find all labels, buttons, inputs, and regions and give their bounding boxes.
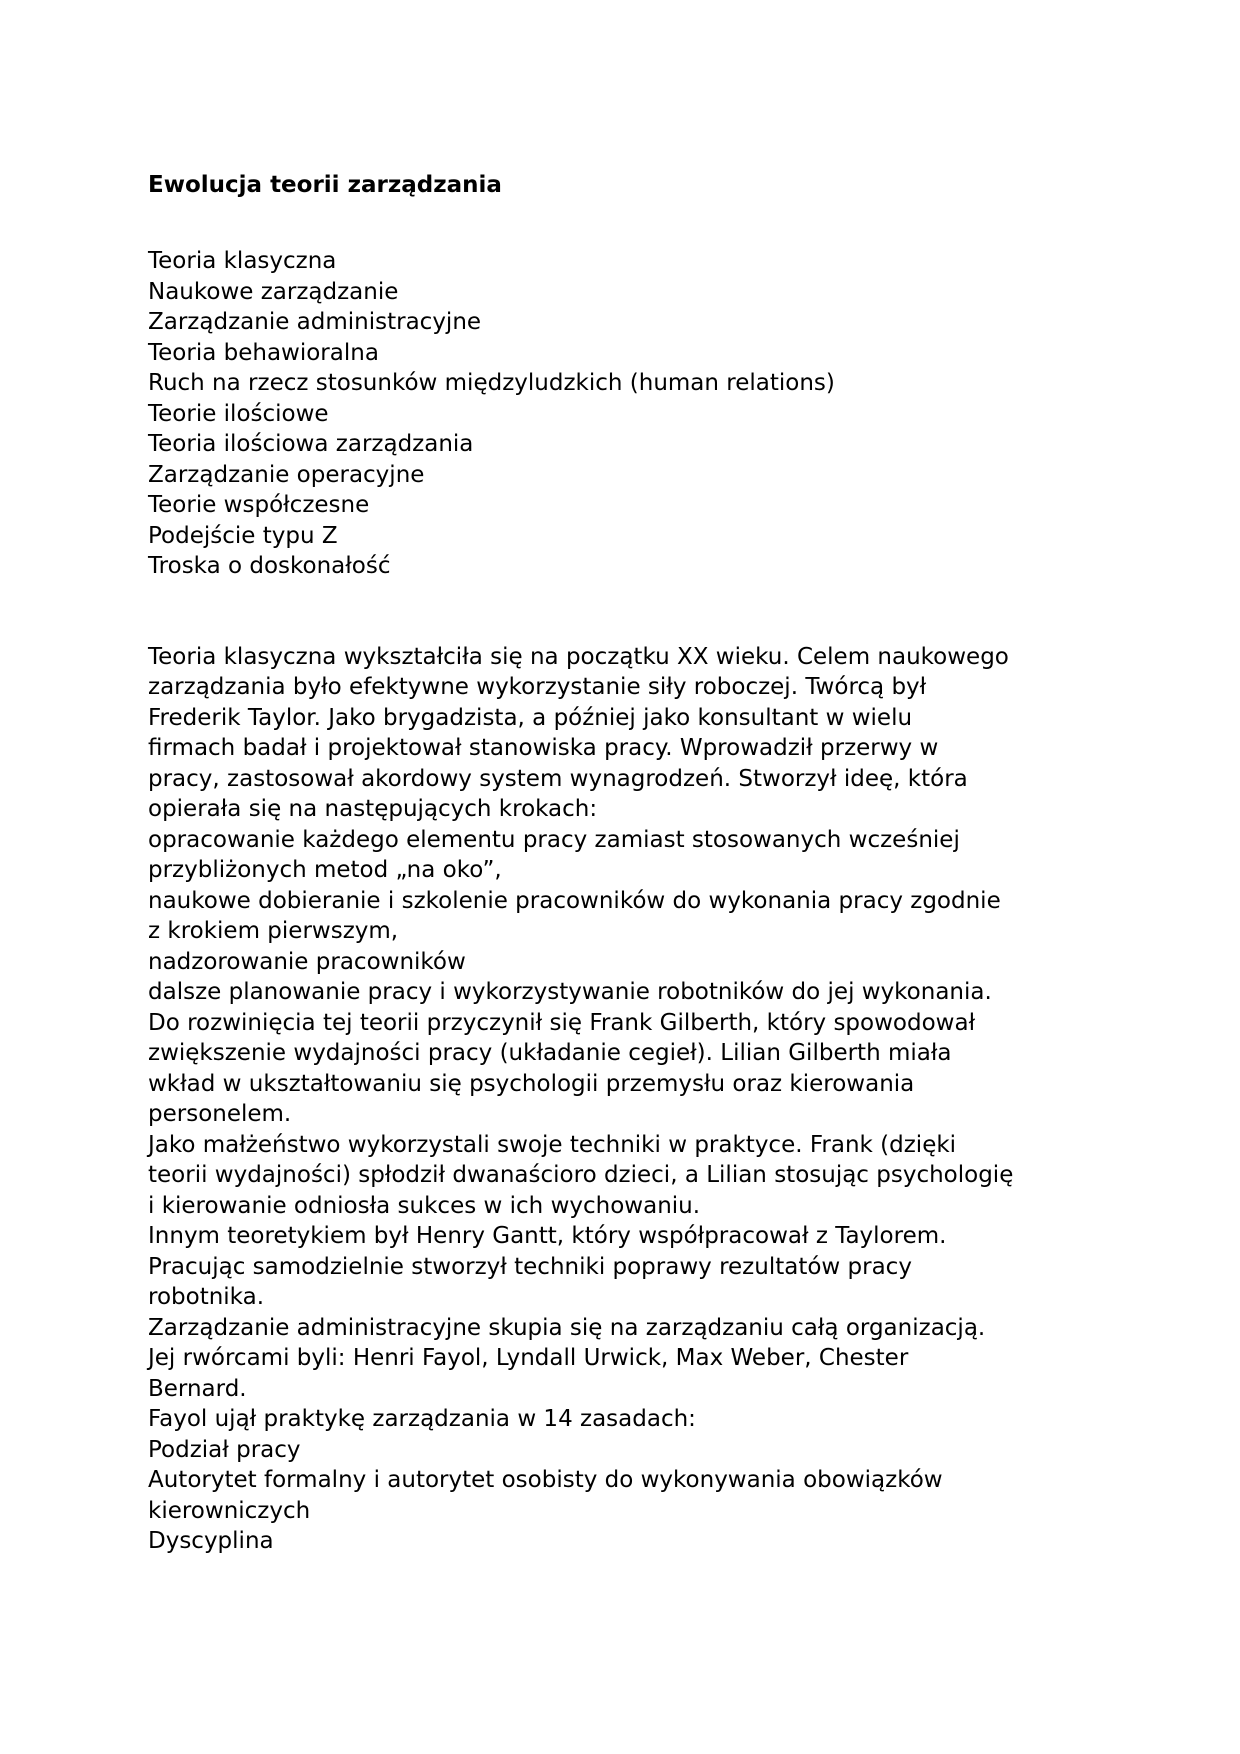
outline-item: Zarządzanie administracyjne [148, 309, 482, 335]
body-line: Pracując samodzielnie stworzył techniki poprawy rezultatów pracy [148, 1253, 912, 1280]
body-line: Do rozwinięcia tej teorii przyczynił się Frank Gilberth, który spowodował [148, 1009, 976, 1036]
outline-item: Podejście typu Z [148, 522, 338, 549]
document-title: Ewolucja teorii zarządzania [148, 172, 502, 198]
outline-item: Zarządzanie operacyjne [148, 461, 425, 488]
body-line: dalsze planowanie pracy i wykorzystywanie robotników do jej wykonania. [148, 979, 992, 1005]
outline-item: Teorie współczesne [148, 492, 370, 518]
body-line: robotnika. [148, 1284, 264, 1310]
outline-item: Teoria behawioralna [148, 339, 379, 366]
body-line: firmach badał i projektował stanowiska pracy. Wprowadził przerwy w [148, 735, 939, 761]
body-line: wkład w ukształtowaniu się psychologii przemysłu oraz kierowania [148, 1070, 915, 1097]
body-line: Fayol ujął praktykę zarządzania w 14 zasadach: [148, 1406, 696, 1432]
body-line: pracy, zastosował akordowy system wynagrodzeń. Stworzył ideę, która [148, 765, 968, 792]
outline-item: Naukowe zarządzanie [148, 278, 399, 305]
body-line: Podział pracy [148, 1436, 301, 1463]
document-page [148, 170, 1108, 1557]
body-line: Autorytet formalny i autorytet osobisty do wykonywania obowiązków [148, 1467, 943, 1493]
body-line: naukowe dobieranie i szkolenie pracowników do wykonania pracy zgodnie [148, 887, 1001, 914]
outline-item: Teorie ilościowe [148, 400, 329, 427]
body-line: zwiększenie wydajności pracy (układanie cegieł). Lilian Gilberth miała [148, 1040, 952, 1066]
body-line: Zarządzanie administracyjne skupia się na zarządzaniu całą organizacją. [148, 1314, 986, 1341]
body-line: przybliżonych metod „na oko”, [148, 857, 502, 883]
body-line: z krokiem pierwszym, [148, 918, 399, 944]
body-line: opierała się na następujących krokach: [148, 796, 598, 822]
body-line: Innym teoretykiem był Henry Gantt, który współpracował z Taylorem. [148, 1223, 947, 1249]
body-line: opracowanie każdego elementu pracy zamiast stosowanych wcześniej [148, 826, 960, 853]
body-line: personelem. [148, 1101, 292, 1127]
outline-item: Troska o doskonałość [148, 553, 391, 579]
body-line: nadzorowanie pracowników [148, 948, 466, 975]
body-line: teorii wydajności) spłodził dwanaścioro dzieci, a Lilian stosując psychologię [148, 1162, 1014, 1188]
body-line: Jako małżeństwo wykorzystali swoje techniki w praktyce. Frank (dzięki [148, 1131, 957, 1158]
outline-item: Ruch na rzecz stosunków międzyludzkich (human relations) [148, 370, 835, 396]
body-line: zarządzania było efektywne wykorzystanie siły roboczej. Twórcą był [148, 674, 927, 700]
body-line: kierowniczych [148, 1497, 311, 1524]
outline-list [148, 246, 1108, 582]
body-line: Bernard. [148, 1375, 247, 1402]
body-text [148, 642, 1108, 1557]
body-line: Jej rwórcami byli: Henri Fayol, Lyndall Urwick, Max Weber, Chester [148, 1345, 909, 1371]
outline-item: Teoria klasyczna [148, 248, 337, 274]
body-line: i kierowanie odniosła sukces w ich wychowaniu. [148, 1192, 701, 1219]
outline-item: Teoria ilościowa zarządzania [148, 431, 474, 457]
body-line: Teoria klasyczna wykształciła się na początku XX wieku. Celem naukowego [148, 643, 1009, 670]
body-line: Frederik Taylor. Jako brygadzista, a później jako konsultant w wielu [148, 704, 913, 731]
body-line: Dyscyplina [148, 1528, 274, 1554]
